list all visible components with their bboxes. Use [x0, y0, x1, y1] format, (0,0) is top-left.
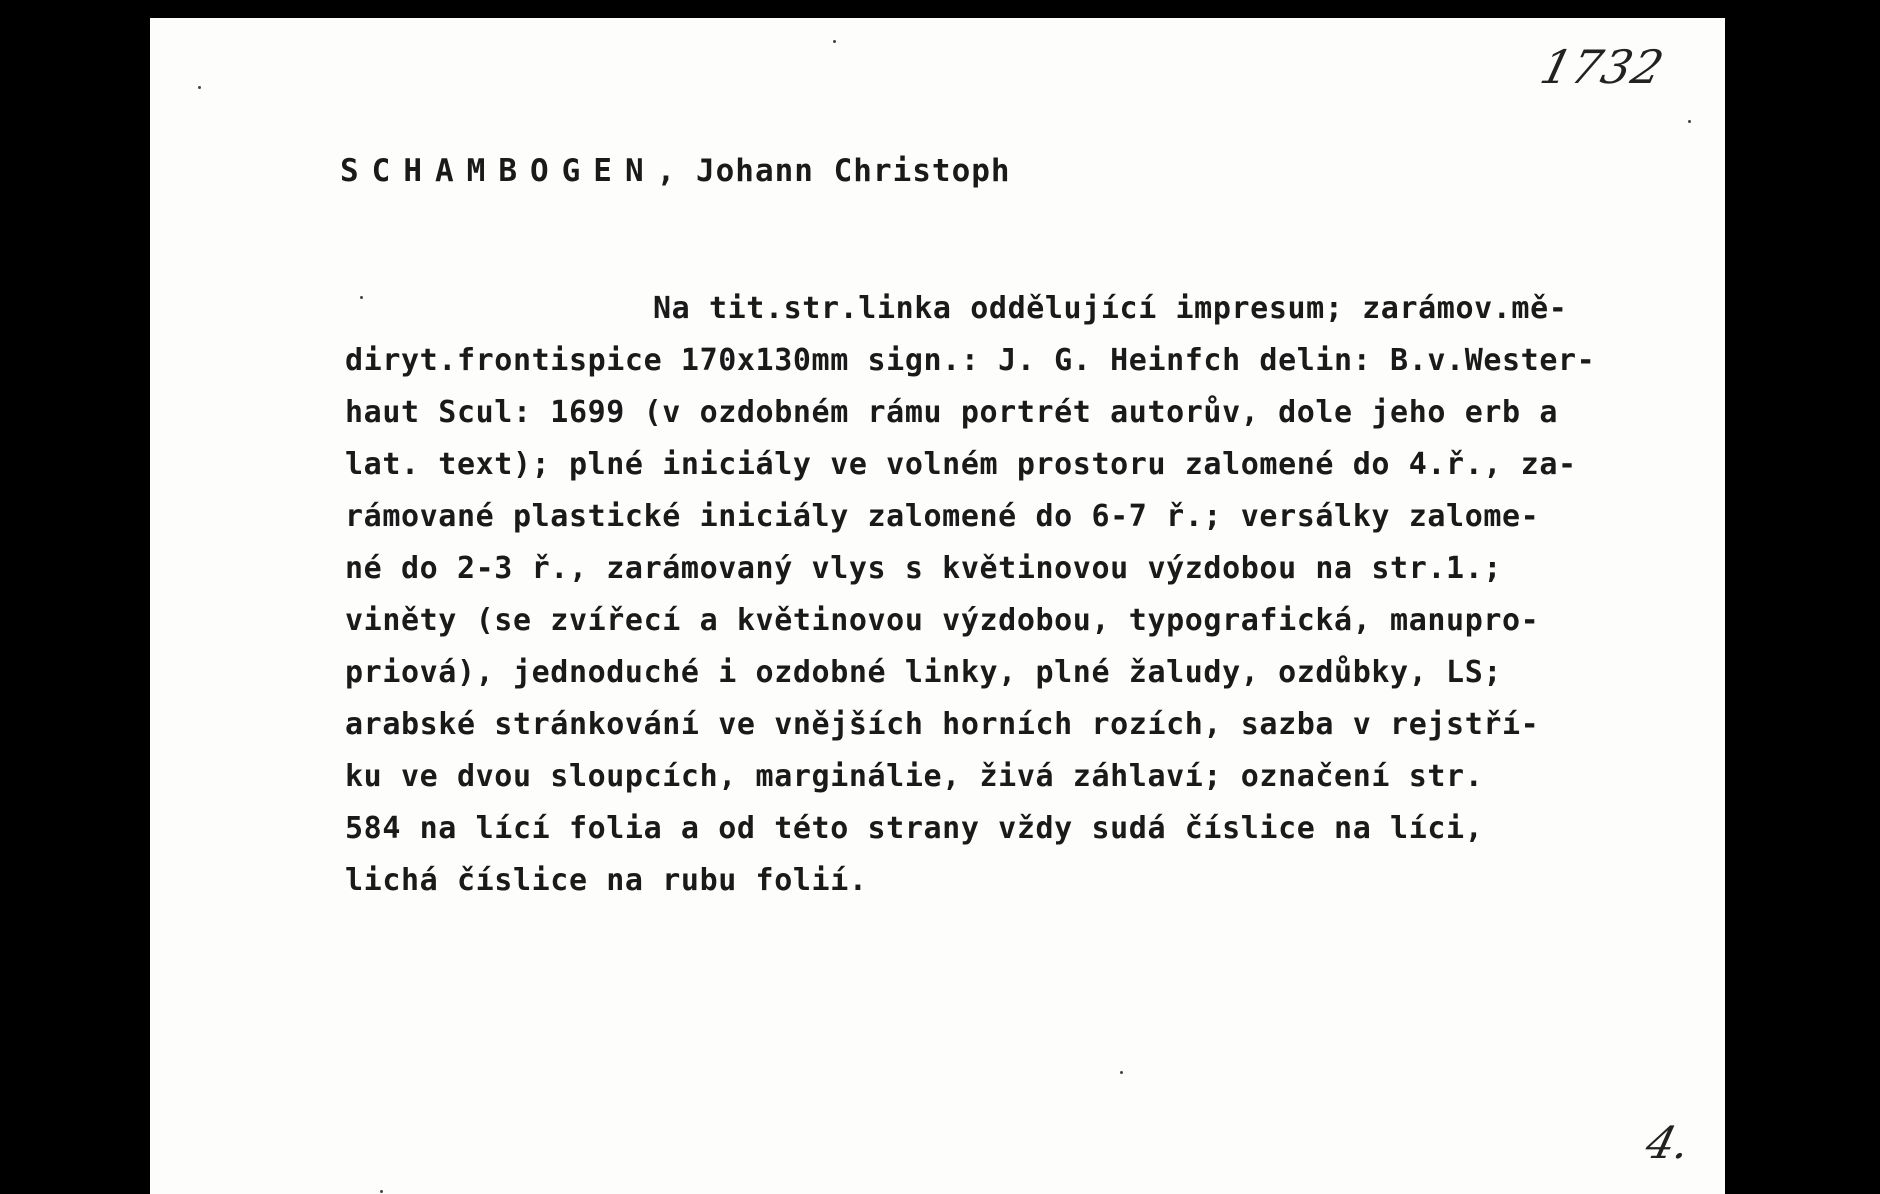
author-given-names: , Johann Christoph [656, 153, 1011, 189]
handwritten-corner-mark: 4. [1640, 1118, 1696, 1169]
card-heading [340, 153, 1011, 189]
description-line: lichá číslice na rubu folií. [345, 863, 868, 898]
description-line: ku ve dvou sloupcích, marginálie, živá záhlaví; označení str. [345, 759, 1484, 794]
author-surname: SCHAMBOGEN [340, 153, 657, 189]
dust-speck [198, 86, 201, 89]
description-line: diryt.frontispice 170x130mm sign.: J. G. Heinfch delin: B.v.Wester- [345, 343, 1596, 378]
dust-speck [360, 296, 363, 299]
description-line: priová), jednoduché i ozdobné linky, plné žaludy, ozdůbky, LS; [345, 655, 1503, 690]
dust-speck [1120, 1071, 1123, 1074]
description-line: 584 na lící folia a od této strany vždy sudá číslice na líci, [345, 811, 1484, 846]
description-line: arabské stránkování ve vnějších horních rozích, sazba v rejstří- [345, 707, 1540, 742]
description-line: viněty (se zvířecí a květinovou výzdobou, typografická, manupro- [345, 603, 1540, 638]
description-line: Na tit.str.linka oddělující impresum; zarámov.mě- [653, 291, 1568, 326]
description-line: lat. text); plné iniciály ve volném prostoru zalomené do 4.ř., za- [345, 447, 1577, 482]
description-text [345, 283, 1595, 907]
description-line: haut Scul: 1699 (v ozdobném rámu portrét autorův, dole jeho erb a [345, 395, 1558, 430]
dust-speck [1688, 120, 1691, 123]
description-line: rámované plastické iniciály zalomené do 6-7 ř.; versálky zalome- [345, 499, 1540, 534]
description-line: né do 2-3 ř., zarámovaný vlys s květinovou výzdobou na str.1.; [345, 551, 1503, 586]
catalog-card [150, 18, 1725, 1194]
dust-speck [833, 40, 836, 43]
handwritten-catalog-number: 1732 [1535, 40, 1670, 94]
dust-speck [380, 1190, 383, 1193]
